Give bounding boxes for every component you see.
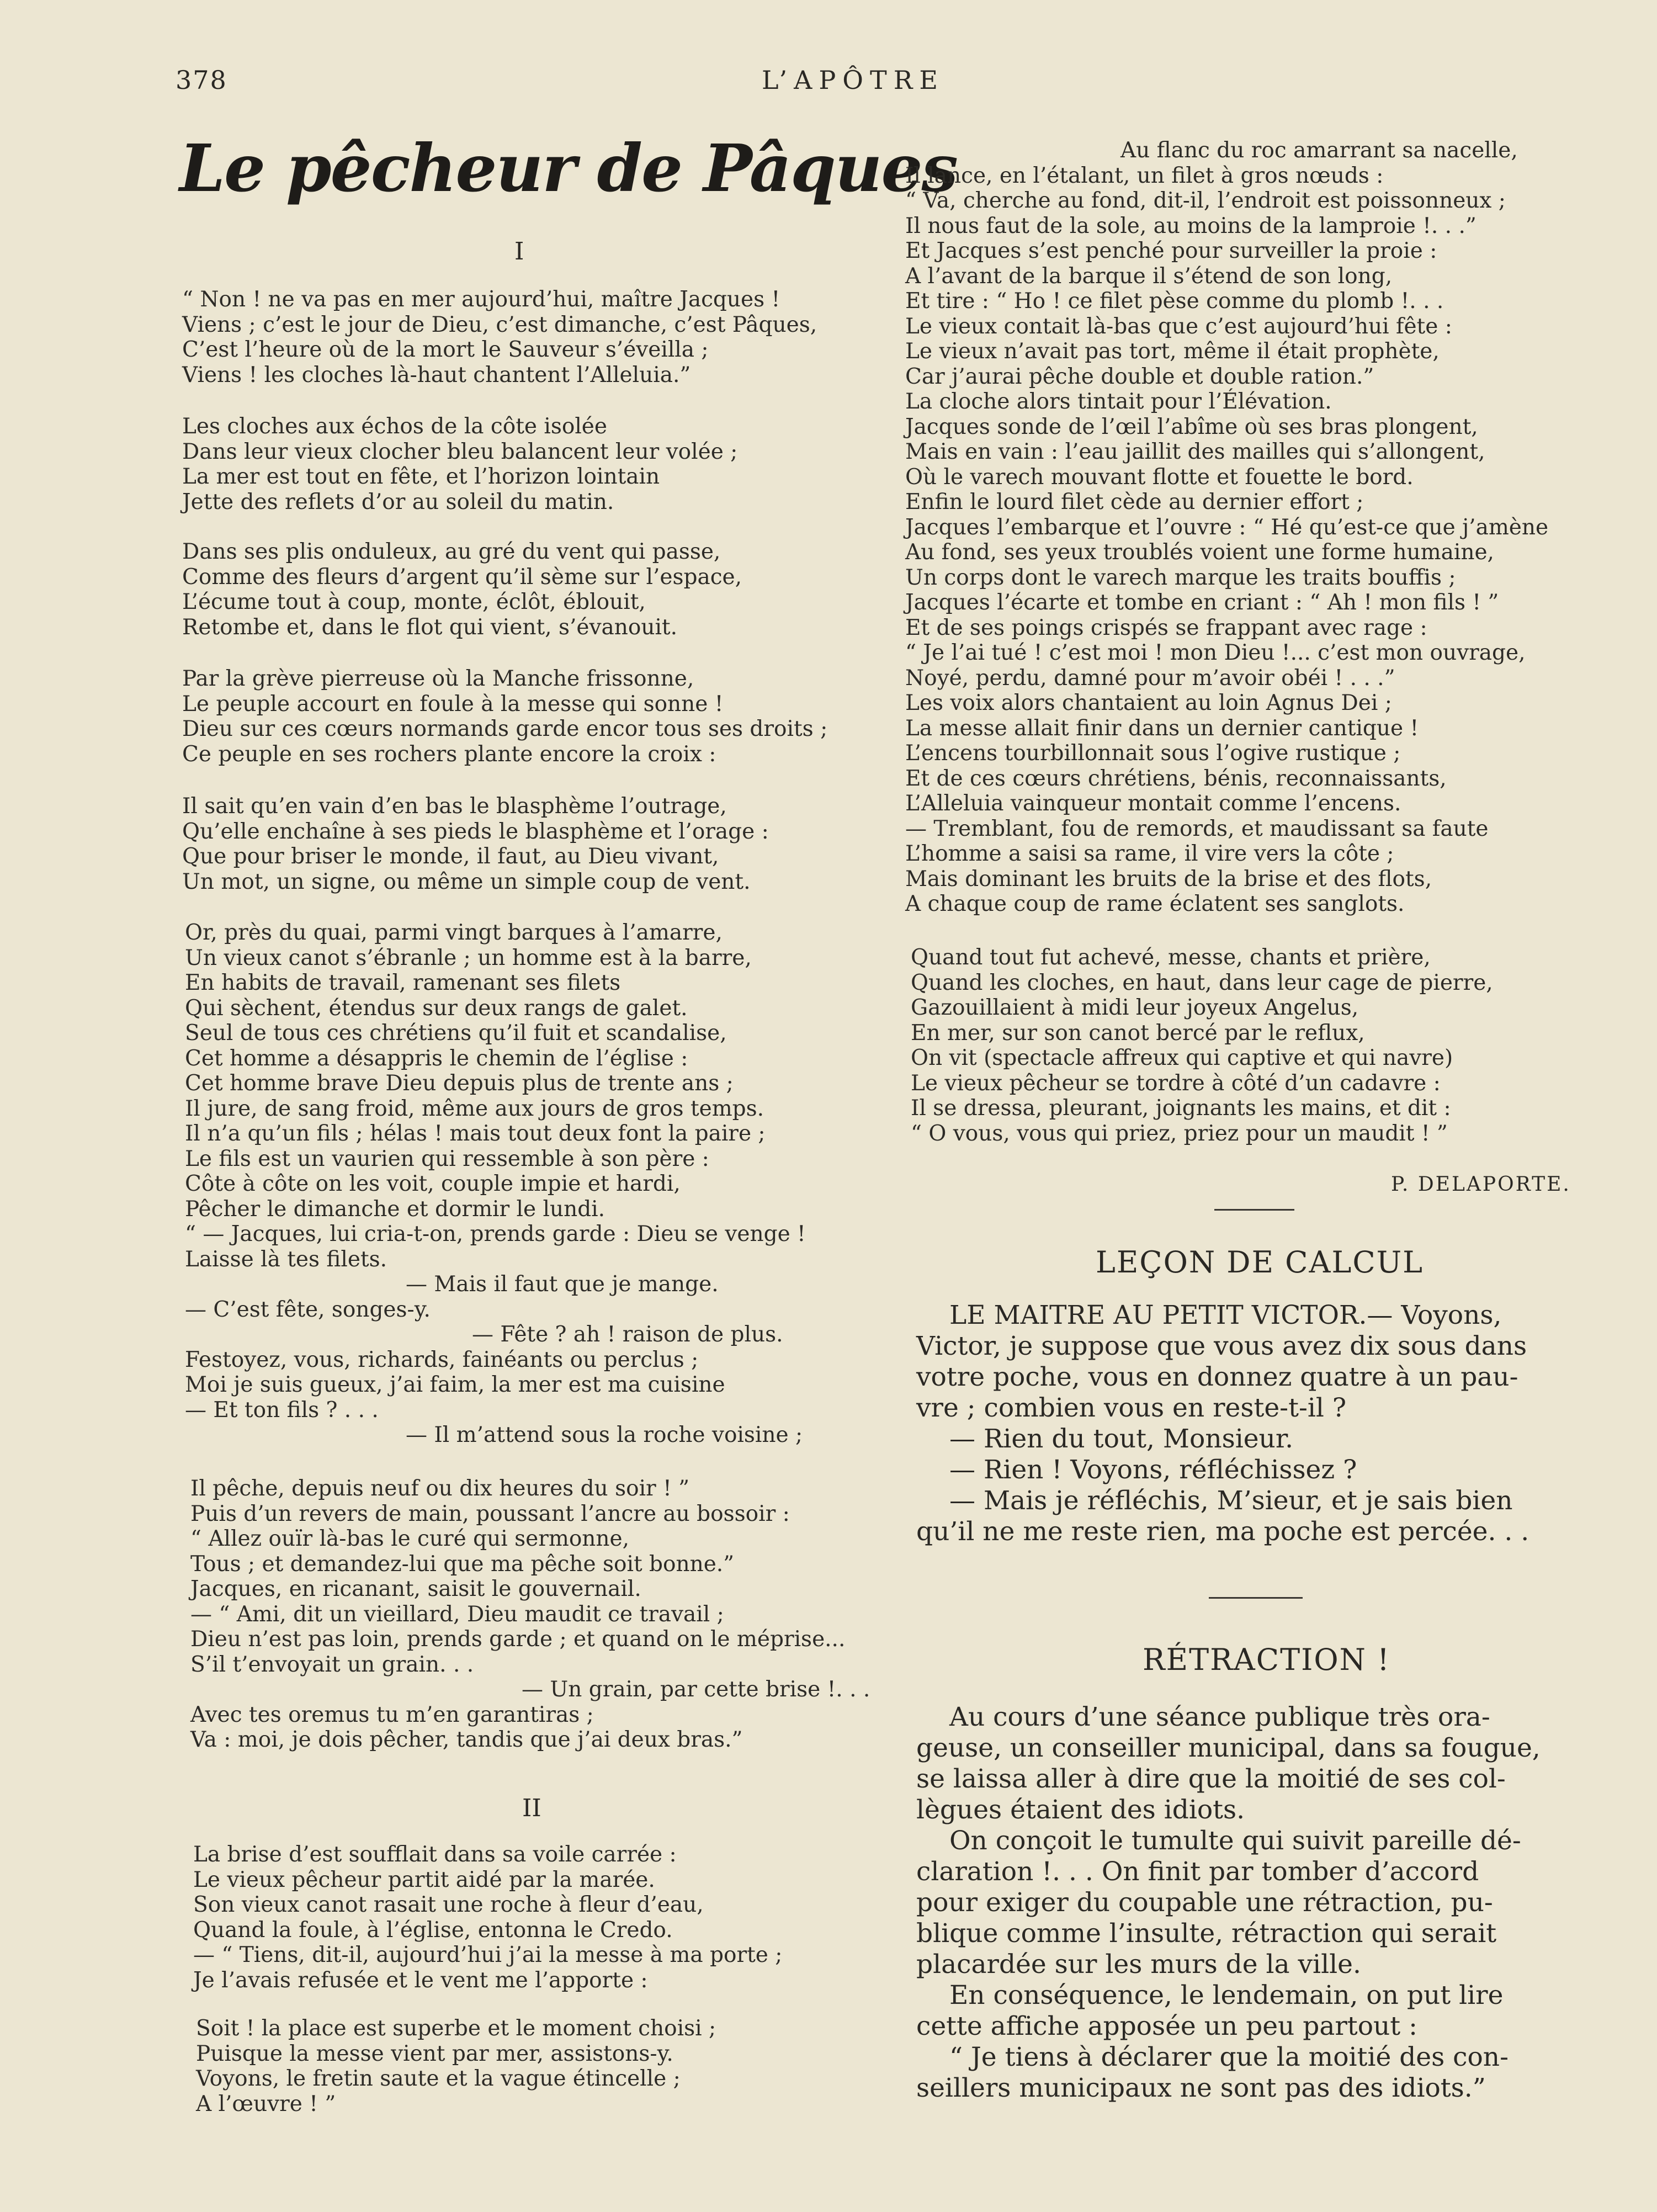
verse-line: C’est l’heure où de la mort le Sauveur s’éveilla ; [182,337,709,362]
verse-line: “ Non ! ne va pas en mer aujourd’hui, maître Jacques ! [182,287,780,312]
prose-line: LE MAITRE AU PETIT VICTOR.— Voyons, [949,1300,1502,1330]
verse-line: Enfin le lourd filet cède au dernier effort ; [905,490,1364,514]
verse-line: Il lance, en l’étalant, un filet à gros nœuds : [905,163,1384,188]
part-two-label: II [522,1794,541,1822]
prose-line: seillers municipaux ne sont pas des idiots.” [916,2073,1486,2103]
verse-line: Dieu sur ces cœurs normands garde encor tous ses droits ; [182,717,828,741]
verse-line: Puis d’un revers de main, poussant l’ancre au bossoir : [190,1501,790,1526]
verse-line: Il se dressa, pleurant, joignants les mains, et dit : [911,1096,1451,1121]
verse-line: Dans ses plis onduleux, au gré du vent qui passe, [182,539,721,564]
verse-line: Et de ces cœurs chrétiens, bénis, reconnaissants, [905,766,1447,791]
prose-line: vre ; combien vous en reste-t-il ? [916,1393,1347,1423]
prose-line: — Rien du tout, Monsieur. [949,1424,1294,1454]
verse-line: Voyons, le fretin saute et la vague étincelle ; [196,2066,681,2091]
verse-line: A l’avant de la barque il s’étend de son long, [905,263,1393,289]
verse-line: “ O vous, vous qui priez, priez pour un maudit ! ” [911,1121,1448,1146]
verse-line: Il nous faut de la sole, au moins de la lamproie !. . .” [905,213,1477,238]
verse-line: La messe allait finir dans un dernier cantique ! [905,715,1419,741]
verse-line: L’homme a saisi sa rame, il vire vers la côte ; [905,841,1394,866]
divider [1214,1209,1294,1211]
verse-line: Ce peuple en ses rochers plante encore la croix : [182,741,716,767]
verse-line: — Et ton fils ? . . . [185,1397,379,1423]
stanza-2 [182,414,737,514]
verse-line: Côte à côte on les voit, couple impie et hardi, [185,1171,681,1196]
verse-line: On vit (spectacle affreux qui captive et qui navre) [911,1046,1453,1070]
verse-line: Cet homme brave Dieu depuis plus de trente ans ; [185,1071,734,1096]
verse-line: Et Jacques s’est penché pour surveiller la proie : [905,238,1437,263]
verse-line: Jette des reflets d’or au soleil du matin. [182,489,614,514]
verse-line: A l’œuvre ! ” [196,2091,336,2116]
verse-line: Or, près du quai, parmi vingt barques à l’amarre, [185,920,723,945]
verse-line: Tous ; et demandez-lui que ma pêche soit bonne.” [190,1551,735,1577]
stanza-10 [905,138,1548,917]
verse-line: Quand la foule, à l’église, entonna le Credo. [193,1917,673,1943]
stanza-11 [911,945,1493,1146]
verse-line: Pêcher le dimanche et dormir le lundi. [185,1196,606,1222]
verse-line: Dieu n’est pas loin, prends garde ; et quand on le méprise... [190,1627,846,1652]
verse-line: Viens ! les cloches là-haut chantent l’Alleluia.” [182,362,691,388]
prose-line: Victor, je suppose que vous avez dix sous dans [916,1331,1527,1361]
verse-line: Il pêche, depuis neuf ou dix heures du soir ! ” [190,1476,690,1501]
verse-line: Le vieux pêcheur se tordre à côté d’un cadavre : [911,1070,1441,1096]
verse-line: Gazouillaient à midi leur joyeux Angelus, [911,995,1359,1020]
verse-line: Avec tes oremus tu m’en garantiras ; [190,1702,594,1727]
verse-line: — C’est fête, songes-y. [185,1297,431,1322]
verse-line: La cloche alors tintait pour l’Élévation. [905,389,1332,414]
prose-line: Au cours d’une séance publique très ora- [949,1702,1490,1732]
verse-line: Au fond, ses yeux troublés voient une forme humaine, [905,540,1494,565]
verse-line: Le fils est un vaurien qui ressemble à son père : [185,1146,709,1171]
verse-line: — Un grain, par cette brise !. . . [522,1677,870,1702]
verse-line: Il sait qu’en vain d’en bas le blasphème l’outrage, [182,794,727,819]
verse-line: L’écume tout à coup, monte, éclôt, éblouit, [182,590,646,614]
prose-line: pour exiger du coupable une rétraction, pu- [916,1887,1493,1918]
verse-line: Que pour briser le monde, il faut, au Dieu vivant, [182,844,719,869]
lecon-title: LEÇON DE CALCUL [1096,1245,1424,1280]
verse-line: Soit ! la place est superbe et le moment choisi ; [196,2016,716,2041]
verse-line: Son vieux canot rasait une roche à fleur d’eau, [193,1892,704,1917]
verse-line: Un mot, un signe, ou même un simple coup de vent. [182,869,751,894]
page-number: 378 [176,65,227,95]
verse-line: Le vieux n’avait pas tort, même il était prophète, [905,339,1440,364]
verse-line: A chaque coup de rame éclatent ses sanglots. [905,892,1405,916]
verse-line: Et tire : “ Ho ! ce filet pèse comme du plomb !. . . [905,289,1444,314]
verse-line: Retombe et, dans le flot qui vient, s’évanouit. [182,614,677,640]
stanza-7 [190,1476,870,1753]
author-signature: P. DELAPORTE. [1391,1173,1571,1196]
verse-line: Comme des fleurs d’argent qu’il sème sur l’espace, [182,564,742,590]
verse-line: “ Allez ouïr là-bas le curé qui sermonne, [190,1526,630,1551]
verse-line: — Tremblant, fou de remords, et maudissant sa faute [905,816,1489,841]
verse-line: Le peuple accourt en foule à la messe qui sonne ! [182,691,724,717]
verse-line: En habits de travail, ramenant ses filets [185,970,621,995]
stanza-9 [196,2016,716,2116]
verse-line: Jacques sonde de l’œil l’abîme où ses bras plongent, [905,414,1478,439]
verse-line: La brise d’est soufflait dans sa voile carrée : [193,1842,677,1867]
verse-line: — “ Tiens, dit-il, aujourd’hui j’ai la messe à ma porte ; [193,1943,783,1967]
prose-line: En conséquence, le lendemain, on put lire [949,1980,1504,2011]
verse-line: S’il t’envoyait un grain. . . [190,1652,474,1677]
verse-line: L’Alleluia vainqueur montait comme l’encens. [905,791,1401,816]
prose-line: se laissa aller à dire que la moitié de ses col- [916,1764,1506,1794]
verse-line: Jacques, en ricanant, saisit le gouvernail. [190,1577,641,1601]
verse-line: — Il m’attend sous la roche voisine ; [406,1423,803,1447]
verse-line: Par la grève pierreuse où la Manche frissonne, [182,666,694,691]
prose-line: cette affiche apposée un peu partout : [916,2011,1417,2041]
verse-line: — Fête ? ah ! raison de plus. [472,1322,783,1347]
verse-line: La mer est tout en fête, et l’horizon lointain [182,464,660,489]
verse-line: Je l’avais refusée et le vent me l’apporte : [193,1967,648,1993]
prose-line: blique comme l’insulte, rétraction qui serait [916,1918,1497,1949]
lecon-body [916,1300,1601,1547]
prose-line: — Rien ! Voyons, réfléchissez ? [949,1455,1357,1485]
verse-line: Et de ses poings crispés se frappant avec rage : [905,615,1427,640]
verse-line: En mer, sur son canot bercé par le reflux, [911,1020,1365,1046]
stanza-6 [185,920,806,1448]
verse-line: Seul de tous ces chrétiens qu’il fuit et scandalise, [185,1021,727,1046]
verse-line: L’encens tourbillonnait sous l’ogive rustique ; [905,741,1401,766]
verse-line: “ — Jacques, lui cria-t-on, prends garde : Dieu se venge ! [185,1222,806,1246]
stanza-3 [182,539,742,640]
verse-line: Les cloches aux échos de la côte isolée [182,414,607,439]
stanza-5 [182,794,769,894]
verse-line: Dans leur vieux clocher bleu balancent leur volée ; [182,439,738,464]
verse-line: Qu’elle enchaîne à ses pieds le blasphème et l’orage : [182,819,769,844]
verse-line: “ Je l’ai tué ! c’est moi ! mon Dieu !... c’est mon ouvrage, [905,640,1526,665]
divider [1209,1597,1303,1599]
stanza-1 [182,287,817,388]
part-one-label: I [514,237,524,266]
verse-line: Le vieux contait là-bas que c’est aujourd’hui fête : [905,314,1452,339]
verse-line: Noyé, perdu, damné pour m’avoir obéi ! . . .” [905,665,1395,691]
retraction-body [916,1702,1601,2104]
verse-line: Il jure, de sang froid, même aux jours de gros temps. [185,1096,764,1121]
stanza-8 [193,1842,782,1993]
prose-line: “ Je tiens à déclarer que la moitié des con- [949,2042,1509,2072]
verse-line: Il n’a qu’un fils ; hélas ! mais tout deux font la paire ; [185,1121,766,1146]
verse-line: Va : moi, je dois pêcher, tandis que j’ai deux bras.” [190,1727,743,1752]
verse-line: — Mais il faut que je mange. [406,1272,719,1297]
prose-line: claration !. . . On finit par tomber d’accord [916,1856,1479,1887]
verse-line: Le vieux pêcheur partit aidé par la marée. [193,1867,655,1892]
verse-line: Mais en vain : l’eau jaillit des mailles qui s’allongent, [905,439,1485,464]
verse-line: Moi je suis gueux, j’ai faim, la mer est ma cuisine [185,1372,725,1397]
verse-line: — “ Ami, dit un vieillard, Dieu maudit ce travail ; [190,1601,724,1627]
verse-line: Les voix alors chantaient au loin Agnus Dei ; [905,691,1392,715]
prose-line: placardée sur les murs de la ville. [916,1949,1361,1980]
verse-line: “ Va, cherche au fond, dit-il, l’endroit est poissonneux ; [905,188,1506,213]
retraction-title: RÉTRACTION ! [1143,1642,1390,1677]
verse-line: Viens ; c’est le jour de Dieu, c’est dimanche, c’est Pâques, [182,312,817,337]
verse-line: Un vieux canot s’ébranle ; un homme est à la barre, [185,945,752,970]
verse-line: Jacques l’embarque et l’ouvre : “ Hé qu’est-ce que j’amène [905,514,1549,540]
prose-line: lègues étaient des idiots. [916,1795,1245,1825]
verse-line: Quand les cloches, en haut, dans leur cage de pierre, [911,970,1493,995]
stanza-4 [182,666,827,767]
verse-line: Puisque la messe vient par mer, assistons-y. [196,2041,673,2066]
prose-line: votre poche, vous en donnez quatre à un pau- [916,1362,1518,1392]
verse-line: Laisse là tes filets. [185,1246,387,1272]
prose-line: qu’il ne me reste rien, ma poche est percée. . . [916,1516,1529,1547]
verse-line: Qui sèchent, étendus sur deux rangs de galet. [185,995,688,1021]
running-title: L’APÔTRE [762,65,944,95]
prose-line: geuse, un conseiller municipal, dans sa fougue, [916,1733,1541,1763]
verse-line: Au flanc du roc amarrant sa nacelle, [1120,138,1518,163]
prose-line: On conçoit le tumulte qui suivit pareille dé- [949,1826,1521,1856]
verse-line: Cet homme a désappris le chemin de l’église : [185,1046,688,1071]
prose-line: — Mais je réfléchis, M’sieur, et je sais bien [949,1486,1513,1516]
poem-title: Le pêcheur de Pâques [179,130,957,206]
verse-line: Festoyez, vous, richards, fainéants ou perclus ; [185,1347,699,1372]
verse-line: Un corps dont le varech marque les traits bouffis ; [905,565,1456,590]
verse-line: Mais dominant les bruits de la brise et des flots, [905,866,1432,892]
verse-line: Quand tout fut achevé, messe, chants et prière, [911,945,1431,970]
verse-line: Car j’aurai pêche double et double ration.” [905,364,1374,389]
verse-line: Où le varech mouvant flotte et fouette le bord. [905,464,1414,490]
verse-line: Jacques l’écarte et tombe en criant : “ Ah ! mon fils ! ” [905,590,1499,615]
